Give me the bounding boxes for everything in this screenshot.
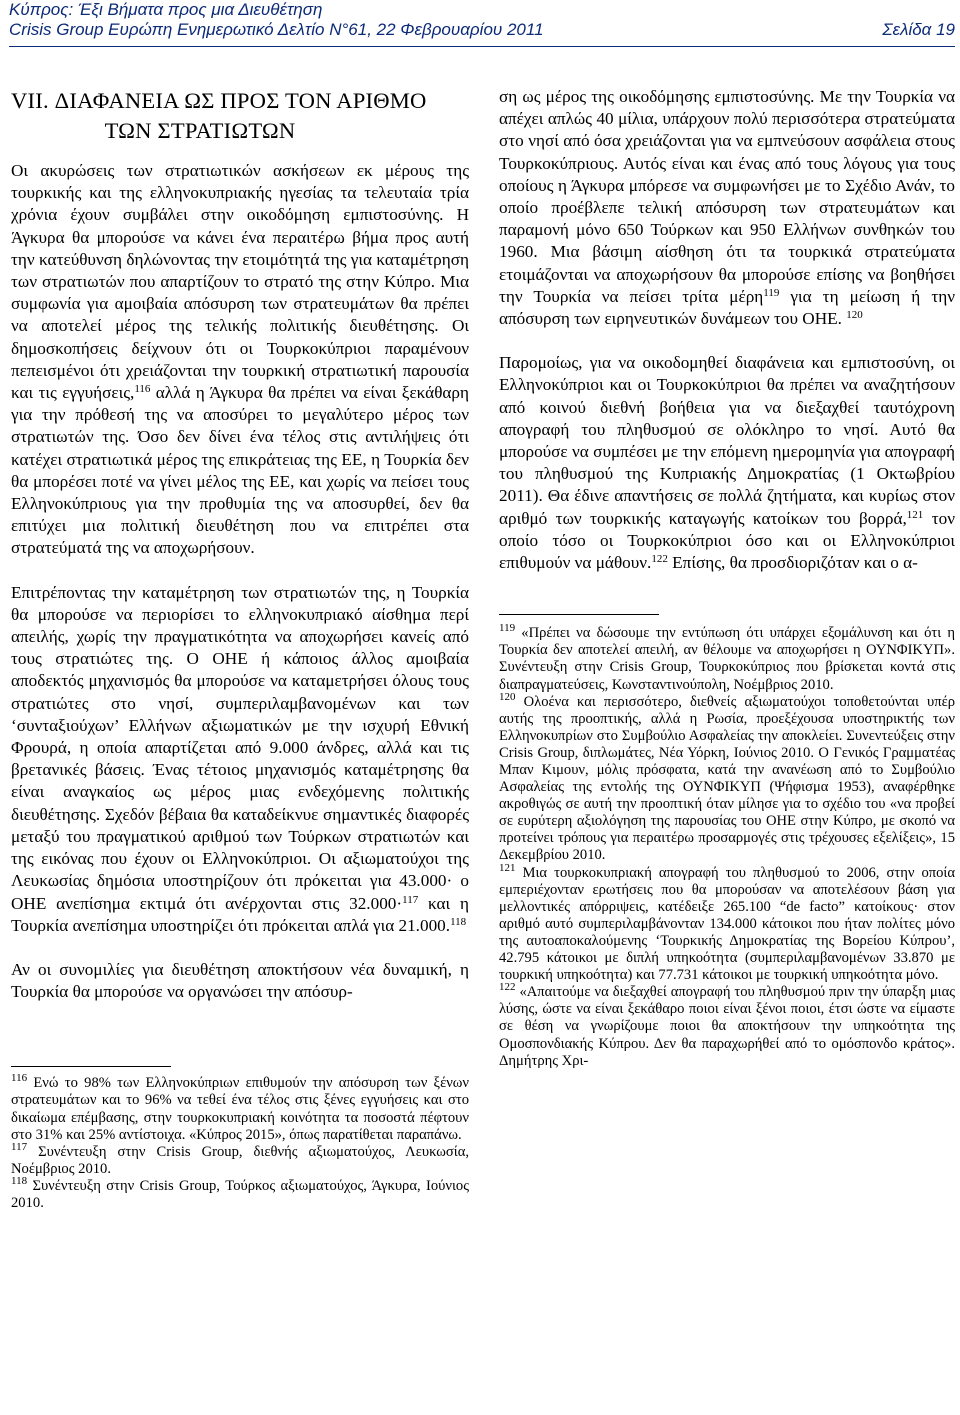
left-paragraph-3: Αν οι συνομιλίες για διευθέτηση αποκτήσουν νέα δυναμική, η Τουρκία θα μπορούσε να οργανώσει την απόσυρ- bbox=[11, 959, 469, 1002]
footnote-118 bbox=[11, 1174, 469, 1212]
text-run: Επίσης, θα προσδιοριζόταν και ο α- bbox=[667, 553, 918, 573]
footnote-ref-122[interactable]: 122 bbox=[651, 553, 668, 566]
footnote-122 bbox=[499, 981, 955, 1069]
footnote-text: Ολοένα και περισσότερο, διεθνείς αξιωματούχοι τοποθετούνται υπέρ αυτής της προοπτικής, αλλά η Ρωσία, προεξέχουσα υποστηρικτής των Ελληνοκυπρίων στο Συμβούλιο Ασφαλείας την αποκλείει. Συνεντεύξεις στην Crisis Group, διπλωμάτες, Νέα Υόρκη, Ιούνιος 2010. Ο Γενικός Γραμματέας Μπαν Κιμουν, μόλις πρόσφατα, κατά την ανανέωση από το Συμβούλιο Ασφαλείας της εντολής της ΟΥΝΦΙΚΥΠ (Ψήφισμα 1953), αναφέρθηκε ακροθιγώς σε αυτή την προοπτική όταν μίλησε για το σχέδιο του «να προβεί σε ευρύτερη αξιολόγηση της παρουσίας του ΟΗΕ στην Κύπρο, με σκοπό να προτείνει τρόπους για περαιτέρω προσαρμογές στις τρέχουσες εξελίξεις», 15 Δεκεμβρίου 2010. bbox=[499, 693, 955, 864]
footnote-text: Συνέντευξη στην Crisis Group, διεθνής αξιωματούχος, Λευκωσία, Νοέμβριος 2010. bbox=[11, 1143, 469, 1177]
footnote-text: Ενώ το 98% των Ελληνοκύπριων επιθυμούν την απόσυρση των ξένων στρατευμάτων και το 96% να τεθεί ένα τέλος στις ξένες εγγυήσεις και στο δικαίωμα επέμβασης, στην τουρκοκυπριακή κοινότητα τα ποσοστά πέφτουν στο 31% και 25% αντίστοιχα. «Κύπρος 2015», όπως παρατίθεται παραπάνω. bbox=[11, 1075, 469, 1143]
footnote-ref-117[interactable]: 117 bbox=[402, 893, 419, 906]
footnote-ref-116[interactable]: 116 bbox=[134, 383, 151, 396]
footnote-120 bbox=[499, 690, 955, 865]
footnote-number: 121 bbox=[499, 861, 516, 874]
page-header bbox=[9, 0, 955, 40]
footnote-text: Συνέντευξη στην Crisis Group, Τούρκος αξιωματούχος, Άγκυρα, Ιούνιος 2010. bbox=[11, 1177, 469, 1211]
report-subtitle: Crisis Group Ευρώπη Ενημερωτικό Δελτίο N°61, 22 Φεβρουαρίου 2011 bbox=[9, 20, 544, 39]
left-paragraph-2 bbox=[11, 582, 469, 937]
footnote-ref-120[interactable]: 120 bbox=[846, 309, 863, 322]
footnote-ref-118[interactable]: 118 bbox=[450, 915, 467, 928]
footnote-number: 117 bbox=[11, 1140, 28, 1153]
text-run: Παρομοίως, για να οικοδομηθεί διαφάνεια και εμπιστοσύνη, οι Ελληνοκύπριοι και οι Τουρκοκύπριοι θα πρέπει να αναζητήσουν από κοινού διεθνή βοήθεια για να διεξαχθεί ταυτόχρονη απογραφή του πληθυσμού σε ολόκληρο το νησί. Αυτό θα μπορούσε να συμπέσει με την επόμενη ημερομηνία για απογραφή του πληθυσμού της Κυπριακής Δημοκρατίας (1 Οκτωβρίου 2011). Θα έδινε απαντήσεις σε πολλά ζητήματα, και κυρίως στον αριθμό των τουρκικής καταγωγής κατοίκων του βορρά, bbox=[499, 353, 955, 528]
footnote-116 bbox=[11, 1072, 469, 1143]
footnote-number: 120 bbox=[499, 690, 516, 703]
text-run: αλλά η Άγκυρα θα πρέπει να είναι ξεκάθαρη για την πρόθεσή της να αποσύρει το μεγαλύτερο μέρος των στρατιωτών της. Όσο δεν δίνει ένα τέλος στις αντιλήψεις ότι κατέχει στρατιωτικά μέρος της επικράτειας της ΕΕ, η Τουρκία δεν θα μπορέσει ποτέ να γίνει μέλος της ΕΕ, και χωρίς να πείσει τους Ελληνοκύπριους για την προθυμία της να αποσυρθεί, δεν θα επιτύχει μια πολιτική διευθέτηση που να επιτρέπει στα στρατεύματά της να αποχωρήσουν. bbox=[11, 383, 469, 558]
header-rule bbox=[9, 46, 955, 47]
left-column bbox=[11, 86, 469, 1212]
footnote-text: «Απαιτούμε να διεξαχθεί απογραφή του πληθυσμού πριν την ύπαρξη μιας λύσης, ώστε να είναι ξεκάθαρο ποιοι είναι ξένοι ποιοι, έτσι ώστε να είμαστε σε θέση να γνωρίζουμε ποιοι θα αποκτήσουν την υπηκοότητα της Ομοσπονδιακής Κύπρου. Δεν θα παραχωρήθεί από το ομόσπονδο κράτος». Δημήτρης Χρι- bbox=[499, 984, 955, 1069]
footnote-number: 119 bbox=[499, 622, 516, 635]
footnote-117 bbox=[11, 1140, 469, 1178]
section-title-line-2: ΤΩΝ ΣΤΡΑΤΙΩΤΩΝ bbox=[104, 118, 296, 143]
right-column bbox=[499, 86, 955, 1070]
footnote-ref-121[interactable]: 121 bbox=[906, 508, 924, 521]
footnote-ref-119[interactable]: 119 bbox=[763, 286, 780, 299]
text-run: Οι ακυρώσεις των στρατιωτικών ασκήσεων εκ μέρους της τουρκικής και της ελληνοκυπριακής ηγεσίας τα τελευταία τρία χρόνια έχουν συμβάλει στην οικοδόμηση εμπιστοσύνης. Η Άγκυρα θα μπορούσε να κάνει ένα περαιτέρω βήμα προς αυτή την κατεύθυνση δηλώνοντας την ετοιμότητά της για καταμέτρηση των στρατιωτών που απαρτίζουν το στρατό της στην Κύπρο. Μια συμφωνία για αμοιβαία απόσυρση των στρατευμάτων θα πρέπει να αποτελεί μέρος της τελικής πολιτικής διευθέτησης. Οι δημοσκοπήσεις δείχνουν ότι οι Τουρκοκύπριοι παραμένουν πεπεισμένοι ότι χρειάζονται την τουρκική στρατιωτική παρουσία και τις εγγυήσεις, bbox=[11, 161, 469, 403]
footnote-121 bbox=[499, 861, 955, 985]
report-title: Κύπρος: Έξι Βήματα προς μια Διευθέτηση bbox=[9, 0, 323, 19]
text-run: για τη μείωση ή την απόσυρση των ειρηνευτικών δυνάμεων του ΟΗΕ. bbox=[499, 286, 955, 329]
left-paragraph-1 bbox=[11, 160, 469, 560]
text-run: τον οποίο τόσο οι Τουρκοκύπριοι όσο και οι Ελληνοκύπριοι επιθυμούν να μάθουν. bbox=[499, 508, 955, 573]
page-number: Σελίδα 19 bbox=[882, 20, 955, 39]
footnote-number: 122 bbox=[499, 981, 516, 994]
right-paragraph-2 bbox=[499, 352, 955, 574]
section-title-line-1: VII. ΔΙΑΦΑΝΕΙΑ ΩΣ ΠΡΟΣ ΤΟΝ ΑΡΙΘΜΟ bbox=[11, 88, 427, 113]
header-line-2 bbox=[9, 20, 955, 40]
footnote-text: Μια τουρκοκυπριακή απογραφή του πληθυσμού το 2006, στην οποία εμπεριέχονταν ερωτήσεις που θα μπορούσαν να αποτελέσουν βάση για μελλοντικές απόρριψεις, κατέδειξε 265.100 “de facto” κατοίκους· στον αριθμό αυτό συμπεριλαμβάνονταν 134.000 κάτοικοι που ήταν πολίτες μόνο της αυτοαποκαλούμενης ‘Τουρκικής Δημοκρατίας της Βορείου Κύπρου’, 42.795 κάτοικοι με διπλή υπηκοότητα (συμπεριλαμβανομένων 33.870 με τουρκική υπηκοότητα) και 77.731 κάτοικοι με τουρκική υπηκοότητα μόνο. bbox=[499, 864, 955, 984]
footnote-text: «Πρέπει να δώσουμε την εντύπωση ότι υπάρχει εξομάλυνση και ότι η Τουρκία δεν αποτελεί απειλή, αν θέλουμε να αποχωρήσει η ΟΥΝΦΙΚΥΠ». Συνέντευξη στην Crisis Group, Τουρκοκύπριος που βρίσκεται κοντά στις διαπραγματεύσεις, Κωνσταντινούπολη, Νοέμβριος 2010. bbox=[499, 625, 955, 693]
footnote-number: 118 bbox=[11, 1174, 28, 1187]
text-run: Επιτρέποντας την καταμέτρηση των στρατιωτών της, η Τουρκία θα μπορούσε να περιορίσει το ελληνοκυπριακό αίσθημα περί απειλής, χωρίς την πραγματικότητα να αποχωρήσει κανείς από τους στρατιώτες της. Ο ΟΗΕ ή κάποιος άλλος αμοιβαία αποδεκτός μηχανισμός θα μπορούσε να καταμετρήσει όλους τους στρατιώτες στο νησί, συμπεριλαμβανομένων και των ‘συνταξιούχων’ Ελλήνων αξιωματικών με την ισχυρή Εθνική Φρουρά, η οποία απαρτίζεται από 9.000 άνδρες, αλλά και τις βρετανικές βάσεις. Ένας τέτοιος μηχανισμός καταμέτρησης θα είναι αναγκαίος ως μέρος μιας ενδεχόμενης πολιτικής διευθέτησης. Σχεδόν βέβαια θα καταδείκνυε σημαντικές διαφορές μεταξύ του πραγματικού αριθμού των Τούρκων στρατιωτών και της εικόνας που έχουν οι Ελληνοκύπριοι. Οι αξιωματούχοι της Λευκωσίας δημόσια υποστηρίζουν ότι πρόκειται για 43.000· ο ΟΗΕ ανεπίσημα εκτιμά ότι ανέρχονται στις 32.000· bbox=[11, 582, 469, 913]
section-title bbox=[11, 86, 469, 146]
right-paragraph-1 bbox=[499, 86, 955, 330]
text-run: και η Τουρκία ανεπίσημα υποστηρίζει ότι πρόκειται απλά για 21.000. bbox=[11, 893, 469, 935]
footnote-119 bbox=[499, 622, 955, 693]
footnote-number: 116 bbox=[11, 1072, 28, 1085]
text-run: ση ως μέρος της οικοδόμησης εμπιστοσύνης. Με την Τουρκία να απέχει απλώς 40 μίλια, υπάρχουν πολύ περισσότερα στρατεύματα στο νησί από όσα χρειάζονται για να εμπνεύσουν ασφάλεια στους Τουρκοκύπριους. Αυτός είναι και ένας από τους λόγους για τους οποίους η Άγκυρα μπόρεσε να συμφωνήσει με το Σχέδιο Ανάν, το οποίο προέβλεπε τελική απόσυρση των στρατευμάτων και παραμονή μόνο 650 Τούρκων και 950 Ελλήνων συνθηκών του 1960. Μια βάσιμη αίσθηση ότι τα τουρκικά στρατεύματα ετοιμάζονται να αποχωρήσουν θα μπορούσε επίσης να βοηθήσει την Τουρκία να πείσει τρίτα μέρη bbox=[499, 87, 955, 306]
